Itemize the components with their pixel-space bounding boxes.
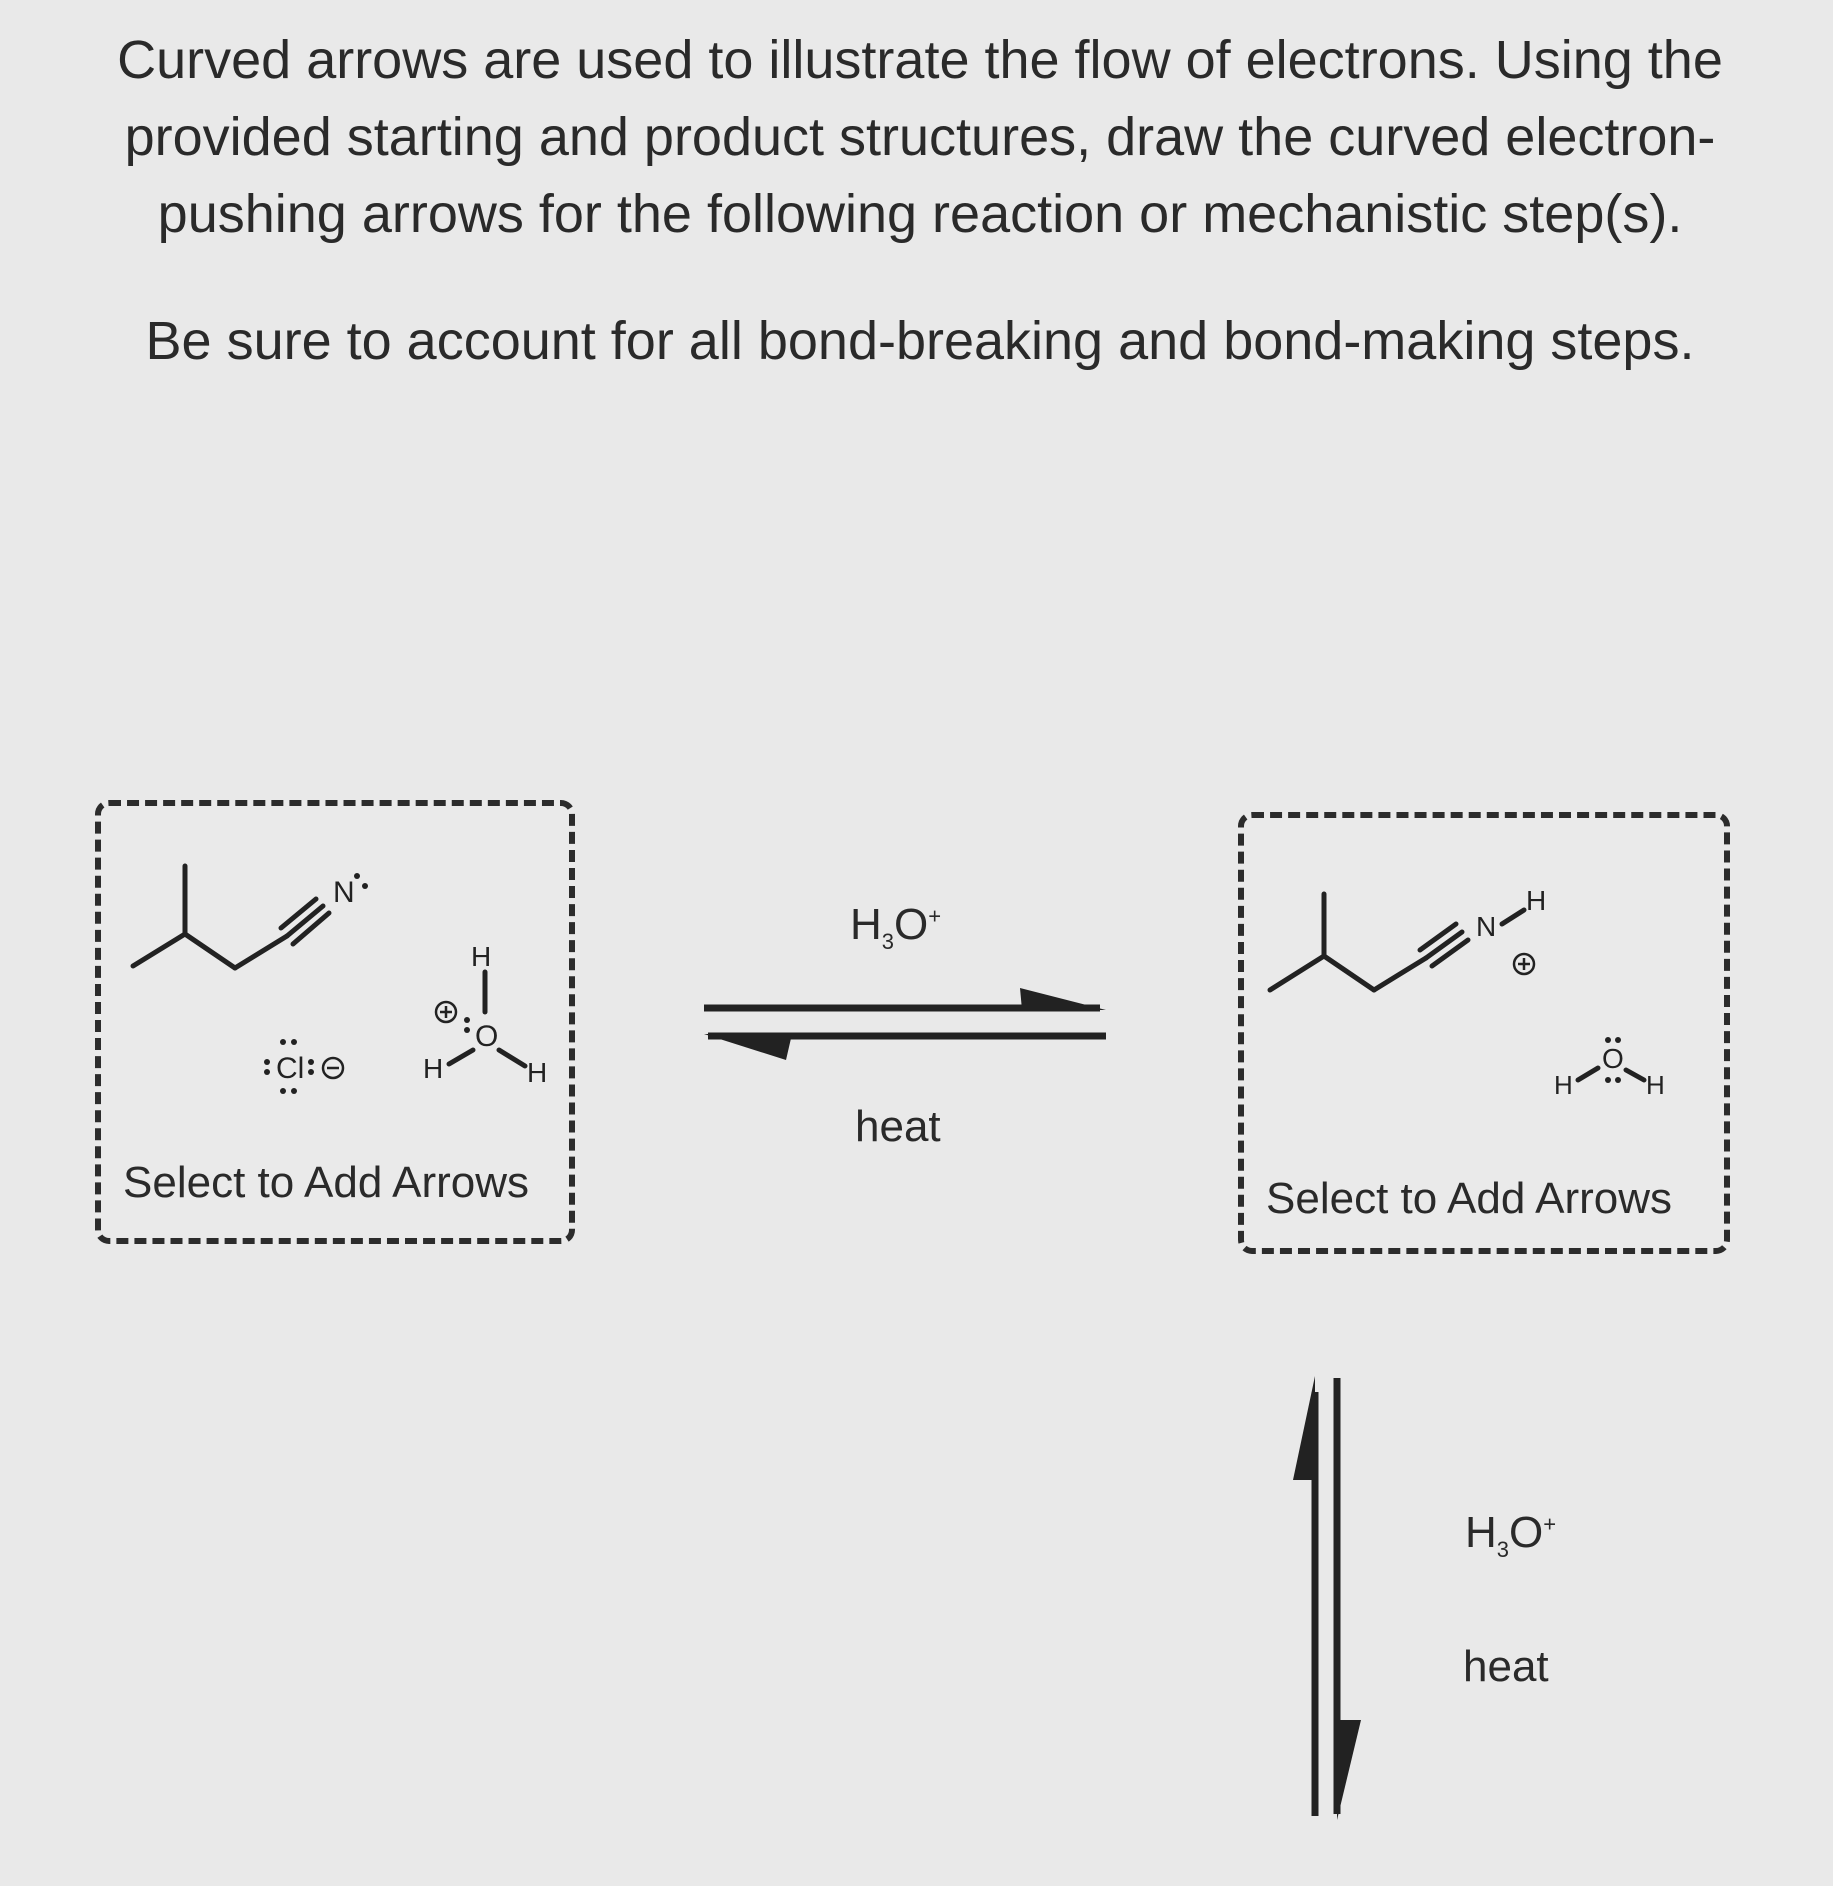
reagent-label-2: $H_3O^+$ (1465, 1508, 1557, 1562)
bond (1432, 940, 1468, 966)
bond (1270, 956, 1324, 990)
select-to-add-arrows-label[interactable]: Select to Add Arrows (1266, 1174, 1672, 1223)
hydrogen-atom: H (1554, 1070, 1573, 1100)
lone-pair-dot (308, 1069, 314, 1075)
hydrogen-atom: H (1526, 885, 1547, 916)
bond (1626, 1070, 1644, 1080)
lone-pair-dot (280, 1088, 286, 1094)
select-to-add-arrows-label[interactable]: Select to Add Arrows (123, 1158, 529, 1207)
lone-pair-dot (280, 1039, 286, 1045)
lone-pair-dot (291, 1088, 297, 1094)
condition-label-2: heat (1463, 1642, 1549, 1691)
bond (133, 934, 185, 966)
hydrogen-atom: H (471, 941, 492, 972)
lone-pair-dot (464, 1017, 470, 1023)
hydrogen-atom: H (423, 1053, 444, 1084)
lone-pair-dot (362, 883, 368, 889)
bond (449, 1050, 473, 1064)
hydrogen-atom: H (527, 1057, 548, 1088)
lone-pair-dot (1605, 1077, 1611, 1083)
oxygen-atom: O (1602, 1043, 1624, 1074)
bond (185, 934, 235, 968)
equilibrium-arrow-2 (1285, 1370, 1365, 1825)
bond (499, 1050, 525, 1066)
hydrogen-atom: H (1646, 1070, 1665, 1100)
lone-pair-dot (464, 1027, 470, 1033)
bond (1374, 958, 1426, 990)
nitrogen-atom: N (1476, 911, 1497, 942)
bond (1578, 1068, 1598, 1080)
starting-structures-arrow-box[interactable] (95, 800, 575, 1244)
bond (1426, 932, 1462, 958)
condition-label-1: heat (855, 1102, 941, 1151)
instructions-paragraph-1: Curved arrows are used to illustrate the flow of electrons. Using the provided starting and product structures, draw the curved electron-pushing arrows for the following reaction or mechanistic step(s). (117, 30, 1723, 244)
instructions-paragraph-2: Be sure to account for all bond-breaking and bond-making steps. (145, 311, 1695, 371)
lone-pair-dot (1605, 1037, 1611, 1043)
chloride-atom: Cl (276, 1052, 305, 1085)
instructions (70, 22, 1770, 380)
lone-pair-dot (264, 1059, 270, 1065)
oxygen-atom: O (475, 1020, 499, 1053)
lone-pair-dot (354, 873, 360, 879)
lone-pair-dot (291, 1039, 297, 1045)
lone-pair-dot (264, 1069, 270, 1075)
lone-pair-dot (308, 1059, 314, 1065)
equilibrium-arrow-1 (700, 976, 1110, 1066)
product-structures-arrow-box[interactable] (1238, 812, 1730, 1254)
reagent-label-1: $H_3O^+$ (850, 900, 942, 954)
nitrogen-atom: N (333, 876, 355, 909)
lone-pair-dot (1615, 1077, 1621, 1083)
bond (1324, 956, 1374, 990)
lone-pair-dot (1615, 1037, 1621, 1043)
bond (235, 936, 287, 968)
bond (1420, 924, 1456, 950)
bond (1502, 910, 1524, 924)
